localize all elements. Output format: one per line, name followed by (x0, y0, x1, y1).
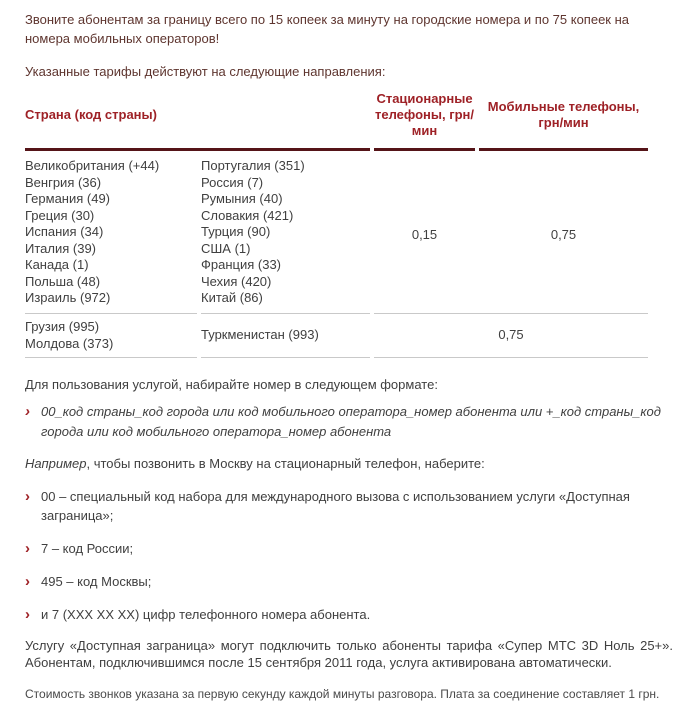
country-cell: Франция (33) (201, 257, 281, 272)
column-header-mobile: Мобильные телефоны, грн/мин (479, 87, 648, 151)
extra-price-value: 0,75 (374, 313, 648, 358)
country-cell: Италия (39) (25, 240, 96, 256)
country-cell: Россия (7) (201, 174, 264, 190)
country-cell: Венгрия (36) (25, 174, 102, 190)
country-cell: Польша (48) (25, 273, 101, 289)
table-header-row (25, 87, 648, 151)
chevron-bullet-icon: › (25, 572, 30, 590)
country-cell: Турция (90) (201, 224, 271, 239)
extra-tariff-row (25, 313, 648, 358)
country-cell: Канада (1) (25, 257, 89, 272)
chevron-bullet-icon: › (25, 487, 30, 505)
country-cell: Греция (30) (25, 207, 95, 223)
example-bullet-text: 00 – специальный код набора для международного вызова с использованием услуги «Доступная заграница»; (41, 488, 630, 523)
format-bullet-text: 00_код страны_код города или код мобильного оператора_номер абонента или +_код страны_код города или код мобильного оператора_номер абонента (41, 403, 661, 439)
example-bullet-item (25, 487, 680, 525)
chevron-bullet-icon: › (25, 539, 30, 557)
country-cell: Израиль (972) (25, 290, 111, 305)
country-line: Молдова (373) (25, 335, 114, 351)
intro-paragraph: Звоните абонентам за границу всего по 15 копеек за минуту на городские номера и по 75 копеек на номера мобильных операторов! (25, 12, 630, 46)
fixed-price-value: 0,15 (411, 227, 438, 242)
tariff-table (21, 87, 652, 358)
country-cell: Великобритания (+44) (25, 158, 160, 173)
country-cell: США (1) (201, 240, 251, 256)
chevron-bullet-icon: › (25, 605, 30, 623)
directions-paragraph: Указанные тарифы действуют на следующие направления: (25, 64, 386, 79)
country-cell: Словакия (421) (201, 207, 294, 223)
example-bullet-item (25, 572, 680, 591)
format-bullet-item (25, 402, 680, 442)
column-header-country: Страна (код страны) (25, 87, 370, 151)
example-bullet-item (25, 605, 680, 624)
example-intro-emphasis: Например (25, 455, 87, 471)
column-header-fixed: Стационарные телефоны, грн/мин (374, 87, 475, 151)
billing-footnote: Стоимость звонков указана за первую секунду каждой минуты разговора. Плата за соединение составляет 1 грн. (25, 686, 660, 701)
country-line: Грузия (995) (25, 318, 100, 334)
example-bullet-item (25, 539, 680, 558)
country-cell: Португалия (351) (201, 158, 305, 173)
country-cell: Румыния (40) (201, 191, 283, 206)
example-bullet-text: 495 – код Москвы; (41, 573, 152, 589)
example-bullet-text: 7 – код России; (41, 540, 134, 556)
chevron-bullet-icon: › (25, 402, 30, 420)
country-cell: Испания (34) (25, 224, 104, 239)
country-cell: Китай (86) (201, 290, 263, 305)
country-cell: Чехия (420) (201, 273, 272, 289)
mobile-price-value: 0,75 (550, 227, 577, 242)
country-cell-multiline (25, 313, 197, 358)
example-intro-rest: , чтобы позвонить в Москву на стационарный телефон, наберите: (86, 455, 485, 471)
example-bullet-text: и 7 (ХХХ ХХ ХХ) цифр телефонного номера абонента. (41, 606, 371, 622)
format-intro: Для пользования услугой, набирайте номер в следующем формате: (25, 376, 438, 392)
example-intro (25, 454, 670, 473)
country-cell: Туркменистан (993) (201, 313, 370, 358)
table-row (25, 151, 648, 175)
country-cell: Германия (49) (25, 191, 111, 206)
activation-note: Услугу «Доступная заграница» могут подключить только абоненты тарифа «Супер МТС 3D Ноль 25+». Абонентам, подключившимся после 15 сентября 2011 года, услуга активирована автоматически. (25, 637, 673, 670)
